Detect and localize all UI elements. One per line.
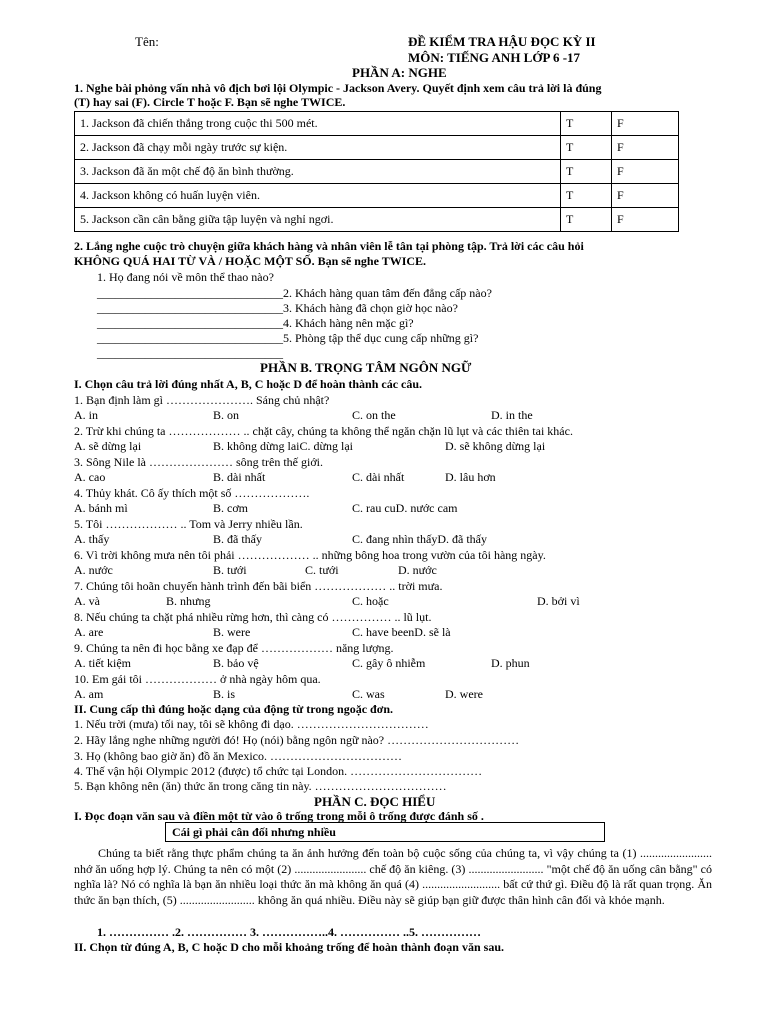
option-c[interactable]: C. have beenD. sẽ là — [352, 625, 451, 639]
option-c[interactable]: C. đang nhìn thấyD. đã thấy — [352, 532, 487, 546]
option-b[interactable]: B. were — [213, 625, 251, 639]
part-a-title: PHẦN A: NGHE — [352, 65, 447, 80]
table-row — [75, 160, 679, 184]
q2-question-1: 1. Họ đang nói về môn thể thao nào? — [97, 270, 274, 284]
option-d[interactable]: D. sẽ không dừng lại — [445, 439, 546, 453]
mcq-question: 5. Tôi ……………… .. Tom và Jerry nhiều lần. — [74, 517, 303, 531]
option-b[interactable]: B. không dừng laiC. dừng lại — [213, 439, 354, 453]
option-b[interactable]: B. bảo vệ — [213, 656, 259, 670]
false-option[interactable]: F — [612, 112, 679, 136]
q2-instruction-line1: 2. Lắng nghe cuộc trò chuyện giữa khách hàng và nhân viên lễ tân tại phòng tập. Trả lời các câu hỏi — [74, 239, 584, 253]
q2-answer-line: _______________________________ — [97, 346, 283, 360]
option-a[interactable]: A. in — [74, 408, 98, 422]
false-option[interactable]: F — [612, 136, 679, 160]
name-label: Tên: — [135, 34, 159, 49]
option-b[interactable]: B. nhưng — [166, 594, 211, 608]
verb-item: 5. Bạn không nên (ăn) thức ăn trong căng tin này. …………………………… — [74, 779, 447, 793]
table-row — [75, 112, 679, 136]
option-a[interactable]: A. nước — [74, 563, 113, 577]
option-d[interactable]: D. were — [445, 687, 483, 701]
q2-question-4: _______________________________4. Khách hàng nên mặc gì? — [97, 316, 414, 330]
mcq-question: 7. Chúng tôi hoãn chuyến hành trình đến bãi biển ……………… .. trời mưa. — [74, 579, 443, 593]
option-b[interactable]: B. tưới — [213, 563, 247, 577]
mcq-question: 2. Trừ khi chúng ta ……………… .. chặt cây, chúng ta không thể ngăn chặn lũ lụt và các thiên tai khác. — [74, 424, 573, 438]
option-c[interactable]: C. gây ô nhiễm — [352, 656, 426, 670]
option-a[interactable]: A. bánh mì — [74, 501, 128, 515]
mcq-question: 1. Bạn định làm gì …………………. Sáng chủ nhật? — [74, 393, 330, 407]
part-b-ii-instruction: II. Cung cấp thì đúng hoặc dạng của động từ trong ngoặc đơn. — [74, 702, 394, 716]
false-option[interactable]: F — [612, 208, 679, 232]
option-d[interactable]: D. bởi vì — [537, 594, 580, 608]
option-c[interactable]: C. rau cuD. nước cam — [352, 501, 458, 515]
option-b[interactable]: B. dài nhất — [213, 470, 266, 484]
verb-item: 3. Họ (không bao giờ ăn) đồ ăn Mexico. …………………………… — [74, 749, 402, 763]
mcq-question: 8. Nếu chúng ta chặt phá nhiều rừng hơn, thì càng có …………… .. lũ lụt. — [74, 610, 432, 624]
table-row — [75, 208, 679, 232]
option-c[interactable]: C. on the — [352, 408, 396, 422]
mcq-question: 9. Chúng ta nên đi học bằng xe đạp để ……………… năng lượng. — [74, 641, 394, 655]
option-b[interactable]: B. cơm — [213, 501, 249, 515]
verb-item: 1. Nếu trời (mưa) tối nay, tôi sẽ không đi dạo. …………………………… — [74, 717, 429, 731]
exam-title: ĐỀ KIỂM TRA HẬU ĐỌC KỲ II — [408, 34, 596, 49]
statement-cell: 5. Jackson cần cân bằng giữa tập luyện và nghỉ ngơi. — [75, 208, 561, 232]
mcq-question: 6. Vì trời không mưa nên tôi phải ……………… .. những bông hoa trong vườn của tôi hàng ngày. — [74, 548, 546, 562]
statement-cell: 2. Jackson đã chạy mỗi ngày trước sự kiện. — [75, 136, 561, 160]
answer-blanks: 1. …………… .2. …………… 3. ……………..4. …………… ..5. …………… — [97, 925, 481, 939]
part-c-ii-instruction: II. Chọn từ đúng A, B, C hoặc D cho mỗi khoảng trống để hoàn thành đoạn văn sau. — [74, 940, 504, 954]
option-b[interactable]: B. is — [213, 687, 236, 701]
true-false-table — [74, 111, 679, 232]
q2-question-3: _______________________________3. Khách hàng đã chọn giờ học nào? — [97, 301, 458, 315]
true-option[interactable]: T — [561, 208, 612, 232]
verb-item: 2. Hãy lắng nghe những người đó! Họ (nói) bằng ngôn ngữ nào? …………………………… — [74, 733, 520, 747]
option-c[interactable]: C. hoặc — [352, 594, 389, 608]
option-a[interactable]: A. sẽ dừng lại — [74, 439, 142, 453]
option-a[interactable]: A. tiết kiệm — [74, 656, 131, 670]
passage-title-box: Cái gì phải cân đối nhưng nhiều — [165, 822, 605, 842]
verb-item: 4. Thế vận hội Olympic 2012 (được) tổ chức tại London. …………………………… — [74, 764, 483, 778]
q2-instruction-line2: KHÔNG QUÁ HAI TỪ VÀ / HOẶC MỘT SỐ. Bạn sẽ nghe TWICE. — [74, 254, 427, 268]
q1-instruction-line1: 1. Nghe bài phỏng vấn nhà vô địch bơi lội Olympic - Jackson Avery. Quyết định xem câu trả lời là đúng — [74, 81, 602, 95]
option-d[interactable]: D. lâu hơn — [445, 470, 496, 484]
q2-question-5: _______________________________5. Phòng tập thể dục cung cấp những gì? — [97, 331, 479, 345]
true-option[interactable]: T — [561, 136, 612, 160]
table-row — [75, 184, 679, 208]
part-b-title: PHẦN B. TRỌNG TÂM NGÔN NGỮ — [260, 360, 472, 375]
false-option[interactable]: F — [612, 160, 679, 184]
reading-passage: Chúng ta biết rằng thực phẩm chúng ta ăn ảnh hưởng đến toàn bộ cuộc sống của chúng ta, vì vậy chúng ta (1) ........................ nhớ ăn uống hợp lý. Chúng ta nên có một (2) ........................ chế độ ăn kiêng. (3) ......................... "một chế độ ăn uống cân bằng" có nghĩa là? Nó có nghĩa là bạn ăn nhiều loại thức ăn mà không ăn quá (4) .......................... bất cứ thứ gì. Điều độ là rất quan trọng. Ăn thức ăn bạn thích, (5) ......................... không ăn quá nhiều. Điều này sẽ giúp bạn giữ được thân hình cân đối và khỏe mạnh. — [74, 846, 712, 907]
option-a[interactable]: A. are — [74, 625, 104, 639]
option-d[interactable]: D. nước — [398, 563, 437, 577]
exam-subject: MÔN: TIẾNG ANH LỚP 6 -17 — [408, 50, 581, 65]
statement-cell: 1. Jackson đã chiến thắng trong cuộc thi 500 mét. — [75, 112, 561, 136]
option-b[interactable]: B. đã thấy — [213, 532, 262, 546]
mcq-question: 4. Thủy khát. Cô ấy thích một số ………………. — [74, 486, 310, 500]
mcq-question: 3. Sông Nile là ………………… sông trên thế giới. — [74, 455, 323, 469]
part-b-instruction: I. Chọn câu trả lời đúng nhất A, B, C hoặc D để hoàn thành các câu. — [74, 377, 423, 391]
option-b[interactable]: B. on — [213, 408, 240, 422]
option-a[interactable]: A. thấy — [74, 532, 110, 546]
option-a[interactable]: A. và — [74, 594, 100, 608]
table-row — [75, 136, 679, 160]
true-option[interactable]: T — [561, 184, 612, 208]
statement-cell: 3. Jackson đã ăn một chế độ ăn bình thường. — [75, 160, 561, 184]
mcq-question: 10. Em gái tôi ……………… ở nhà ngày hôm qua. — [74, 672, 321, 686]
statement-cell: 4. Jackson không có huấn luyện viên. — [75, 184, 561, 208]
part-c-title: PHẦN C. ĐỌC HIỂU — [314, 794, 436, 809]
q2-question-2: _______________________________2. Khách hàng quan tâm đến đẳng cấp nào? — [97, 286, 492, 300]
option-d[interactable]: D. phun — [491, 656, 530, 670]
option-c[interactable]: C. was — [352, 687, 385, 701]
part-c-instruction: I. Đọc đoạn văn sau và điền một từ vào ô trống trong mỗi ô trống được đánh số . — [74, 809, 484, 823]
true-option[interactable]: T — [561, 160, 612, 184]
option-d[interactable]: D. in the — [491, 408, 533, 422]
false-option[interactable]: F — [612, 184, 679, 208]
option-c[interactable]: C. tưới — [305, 563, 339, 577]
q1-instruction-line2: (T) hay sai (F). Circle T hoặc F. Bạn sẽ nghe TWICE. — [74, 95, 346, 109]
option-a[interactable]: A. cao — [74, 470, 106, 484]
option-a[interactable]: A. am — [74, 687, 104, 701]
option-c[interactable]: C. dài nhất — [352, 470, 405, 484]
true-option[interactable]: T — [561, 112, 612, 136]
